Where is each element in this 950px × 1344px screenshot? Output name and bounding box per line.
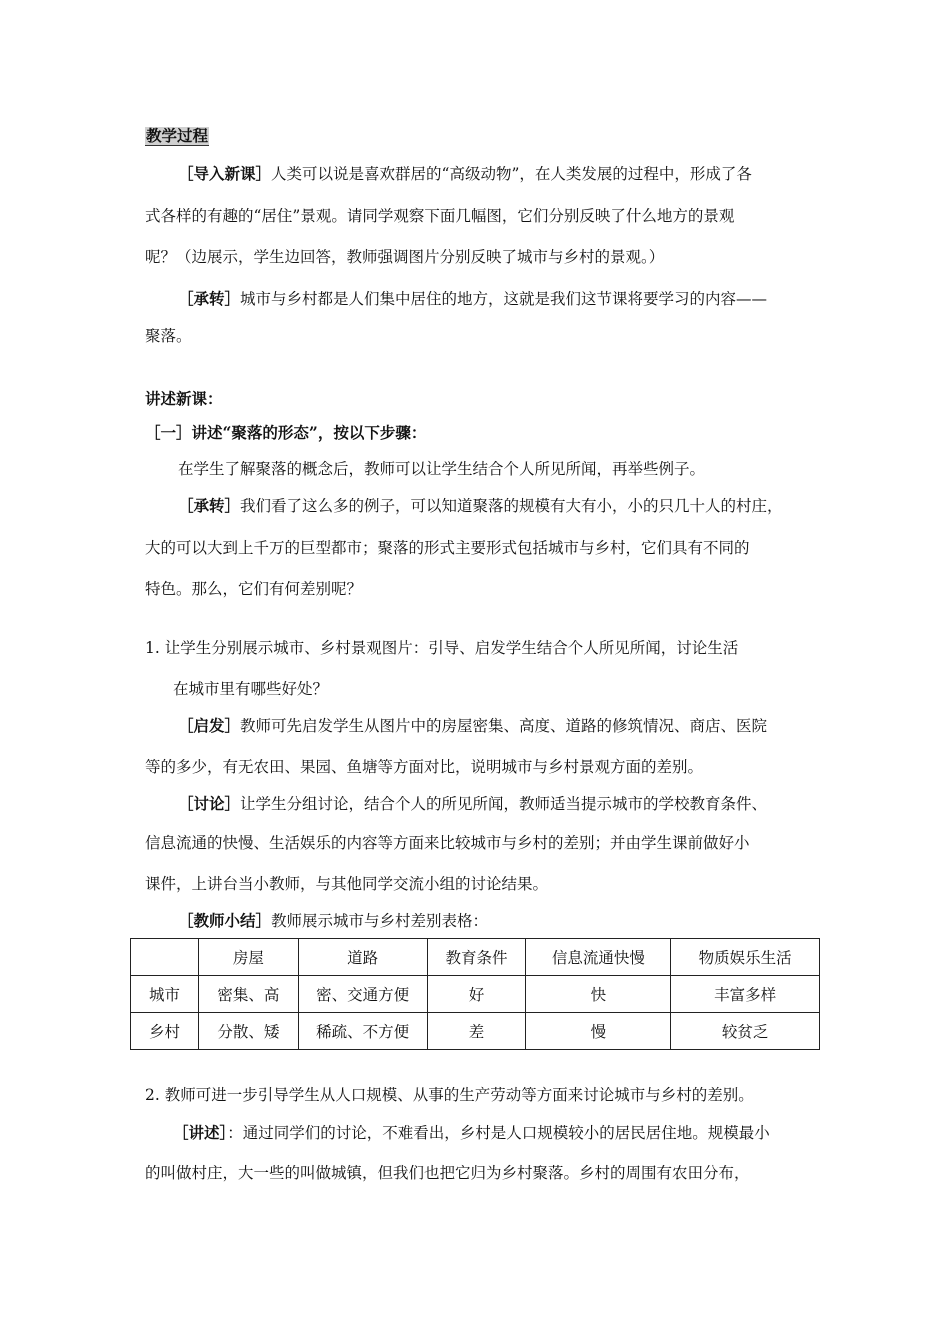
table-row	[131, 1013, 820, 1050]
section-title: 教学过程	[146, 126, 209, 145]
table-header-cell	[131, 939, 199, 976]
table-cell: 密、交通方便	[298, 976, 427, 1013]
inspire-line-1	[178, 716, 767, 736]
transition1-line-1	[178, 289, 767, 309]
intro-text-1: 人类可以说是喜欢群居的“高级动物”，在人类发展的过程中，形成了各	[271, 165, 752, 183]
step2-line: 2. 教师可进一步引导学生从人口规模、从事的生产劳动等方面来讨论城市与乡村的差别。	[145, 1086, 754, 1104]
transition2-text-1: 我们看了这么多的例子，可以知道聚落的规模有大有小，小的只几十人的村庄，	[240, 497, 783, 515]
transition1-line-2: 聚落。	[145, 327, 192, 345]
table-header-cell: 教育条件	[427, 939, 526, 976]
table-cell: 慢	[526, 1013, 671, 1050]
discuss-line-3: 课件，上讲台当小教师，与其他同学交流小组的讨论结果。	[145, 875, 549, 893]
table-cell: 稀疏、不方便	[298, 1013, 427, 1050]
table-cell: 分散、矮	[198, 1013, 298, 1050]
part1-paragraph: 在学生了解聚落的概念后，教师可以让学生结合个人所见所闻，再举些例子。	[178, 460, 706, 478]
summary-tag: ［教师小结］	[178, 911, 272, 930]
intro-line-2: 式各样的有趣的“居住”景观。请同学观察下面几幅图，它们分别反映了什么地方的景观	[145, 207, 735, 225]
transition2-tag: ［承转］	[178, 496, 241, 515]
transition2-line-2: 大的可以大到上千万的巨型都市；聚落的形式主要形式包括城市与乡村，它们具有不同的	[145, 539, 750, 557]
step1-line-1: 1. 让学生分别展示城市、乡村景观图片：引导、启发学生结合个人所见所闻，讨论生活	[145, 639, 739, 657]
intro-line-3: 呢？（边展示，学生边回答，教师强调图片分别反映了城市与乡村的景观。）	[145, 248, 665, 266]
step1-line-2: 在城市里有哪些好处？	[173, 680, 329, 698]
table-header-cell: 物质娱乐生活	[671, 939, 820, 976]
summary-line	[178, 911, 488, 931]
part1-heading: ［一］讲述“聚落的形态”，按以下步骤：	[145, 423, 427, 442]
discuss-text-1: 让学生分组讨论，结合个人的所见所闻，教师适当提示城市的学校教育条件、	[240, 795, 768, 813]
table-cell: 密集、高	[198, 976, 298, 1013]
transition2-line-1	[178, 496, 783, 516]
lecture-line-2: 的叫做村庄，大一些的叫做城镇，但我们也把它归为乡村聚落。乡村的周围有农田分布，	[145, 1164, 750, 1182]
inspire-line-2: 等的多少，有无农田、果园、鱼塘等方面对比，说明城市与乡村景观方面的差别。	[145, 758, 704, 776]
discuss-tag: ［讨论］	[178, 794, 241, 813]
intro-tag: ［导入新课］	[178, 164, 272, 183]
transition1-tag: ［承转］	[178, 289, 241, 308]
table-cell: 乡村	[131, 1013, 199, 1050]
table-cell: 好	[427, 976, 526, 1013]
transition1-text-1: 城市与乡村都是人们集中居住的地方，这就是我们这节课将要学习的内容——	[240, 290, 768, 308]
transition2-line-3: 特色。那么，它们有何差别呢？	[145, 580, 363, 598]
table-row	[131, 976, 820, 1013]
lecture-tag: ［讲述］	[173, 1123, 228, 1142]
inspire-tag: ［启发］	[178, 716, 241, 735]
table-cell: 较贫乏	[671, 1013, 820, 1050]
section-heading: 讲述新课：	[145, 389, 223, 408]
table-header-cell: 信息流通快慢	[526, 939, 671, 976]
discuss-line-2: 信息流通的快慢、生活娱乐的内容等方面来比较城市与乡村的差别；并由学生课前做好小	[145, 834, 750, 852]
inspire-text-1: 教师可先启发学生从图片中的房屋密集、高度、道路的修筑情况、商店、医院	[240, 717, 768, 735]
table-header-cell: 道路	[298, 939, 427, 976]
intro-line-1	[178, 164, 752, 184]
discuss-line-1	[178, 794, 767, 814]
table-cell: 快	[526, 976, 671, 1013]
summary-text: 教师展示城市与乡村差别表格：	[271, 912, 489, 930]
table-header-cell: 房屋	[198, 939, 298, 976]
table-header-row	[131, 939, 820, 976]
table-cell: 丰富多样	[671, 976, 820, 1013]
table-cell: 差	[427, 1013, 526, 1050]
comparison-table	[130, 938, 820, 1050]
table-cell: 城市	[131, 976, 199, 1013]
lecture-text-1: ：通过同学们的讨论，不难看出，乡村是人口规模较小的居民居住地。规模最小	[227, 1124, 770, 1142]
lecture-line-1	[173, 1123, 770, 1143]
